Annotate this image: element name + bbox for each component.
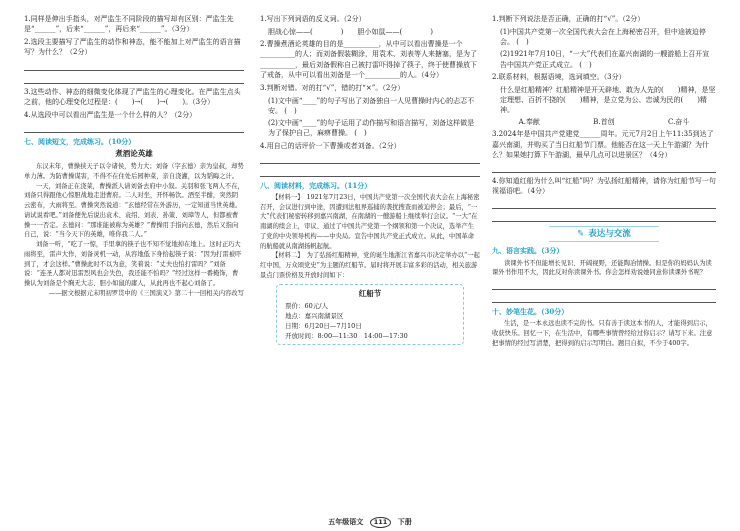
question-1: 1.写出下列词语的反义词。（2分） (260, 15, 366, 23)
question-2: 2.联系材料，根据语境，选词填空。（3分） (492, 72, 626, 81)
judge-item-1[interactable]: (1)中国共产党第一次全国代表大会在上海秘密召开，但中途被迫停会。 ( ) (500, 28, 706, 47)
question-3: 3.判断对错。对的打“√”，错的打“×”。（2分） (260, 83, 405, 92)
column-middle (260, 14, 480, 517)
options-row (492, 117, 716, 127)
ticket-card (276, 284, 464, 346)
option-c[interactable]: C.奋斗 (667, 118, 690, 127)
question-2: 2.曹操煮酒论英雄的目的是__________，从中可以看出曹操是一个__________的人；而刘备假装糊涂，用袁术、刘表等人来搪塞，是为了__________，最后刘备假称自己被打雷吓得掉了筷子，终于使曹操放下了戒备，从中可以看出刘备是一个__________的人。（4分） (260, 40, 477, 79)
section-7-heading: 七、阅读短文，完成练习。（10分） (24, 136, 136, 146)
footer-volume: 下册 (397, 517, 412, 526)
question-4: 4.从选段中可以看出严监生是一个什么样的人？（2分） (24, 110, 197, 119)
material-2: 【材料二】 为了弘扬红船精神，党的诞生地浙江省嘉兴市决定举办以“一起红中国，万众颂党史”为主题的红船节。届时将开展丰富多彩的活动，相关旅游景点门票价格及开放时间如下： (260, 252, 480, 279)
answer-line[interactable] (24, 61, 244, 71)
antonym-words[interactable]: 胆战心惊——( ) 胆小如鼠——( ) (268, 28, 433, 37)
fill-blank-text: 什么是红船精神？红船精神是开天辟地、敢为人先的( )精神，是坚定理想、百折不挠的( )精神，是立党为公、忠诚为民的( )精神。 (500, 85, 716, 115)
option-a[interactable]: A.奉献 (518, 118, 540, 127)
answer-line[interactable] (260, 154, 480, 164)
passage-source: ——据文根据元末明初罗贯中的《三国演义》第二十一回相关内容改写 (48, 289, 244, 297)
page-footer (0, 517, 740, 528)
section-9-heading: 九、语言实践。（3分） (492, 246, 564, 256)
ticket-time: 开放时间：8:00—11:30 14:00—17:30 (285, 332, 408, 341)
question-4: 4.用自己的话评价一下曹操或者刘备。（2分） (260, 141, 401, 150)
answer-line[interactable] (24, 74, 244, 84)
passage-title: 煮酒论英雄 (115, 149, 153, 159)
option-b[interactable]: B.首创 (593, 118, 615, 127)
answer-line[interactable] (260, 167, 480, 177)
question-2: 2.选段主要描写了严监生的动作和神态，能不能加上对严监生的语言描写？为什么？（2分） (24, 38, 241, 57)
section-banner: ✎ 表达与交流 (549, 226, 659, 242)
answer-line[interactable] (24, 123, 244, 133)
question-3: 3.2024年是中国共产党建党______周年。元元7月2日上午11:35到达了嘉兴南湖，并购买了当日红船节门票。他能否在这一天上午游湖？为什么？如果她打算下午游湖，最早几点可以进景区？（4分） (492, 130, 714, 159)
ticket-place: 地点：嘉兴南湖景区 (285, 312, 344, 321)
answer-line[interactable] (492, 212, 716, 222)
answer-line[interactable] (492, 199, 716, 209)
passage-paragraph: 东汉末年，曹操挟天子以令诸侯，势力大；刘备（字玄德）亲为皇叔，却势单力薄。为防曹操谋害，不得不在住处后园种菜，亲自浇灌，以为韬晦之计。 (24, 163, 244, 180)
answer-line[interactable] (492, 293, 716, 303)
judge-item-2[interactable]: (2)1921年7月10日，“一大”代表们在嘉兴南湖的一艘游船上召开宣告中国共产党正式成立。 ( ) (500, 50, 710, 69)
question-9: 读课外书不但能增长见识、开阔视野，还能陶冶情操。但是你的妈妈认为读课外书作用不大，因此反对你读课外书。你会怎样劝说她同意你读课外书呢？ (492, 259, 712, 277)
column-right (492, 14, 716, 517)
passage-paragraph: 刘备一听，“吃了一惊，手里拿的筷子也不知不觉地掉在地上。这时正巧大雨将至，雷声大作，刘备灵机一动，从容地低下身拾起筷子说：“因为打雷被吓到了，才会这样。”曹操此时不以为意，笑着说：“丈夫也怕打雷吗？”刘备说：“连圣人都对迅雷烈风也会失色，我还能不怕吗？”经过这样一番掩饰，曹操认为刘备是个胸无大志、胆小如鼠的庸人，从此再也不起心刘备了。 (24, 241, 242, 287)
section-10-heading: 十、妙笔生花。（30分） (492, 307, 569, 317)
passage-paragraph: 一天，刘备正在浇菜，曹操派人请刘备去府中小叙。关羽和张飞两人不在，刘备只得跟他心惊胆战地走进曹府。二人对坐，开怀畅饮。酒至半酣，突然阴云密布，大雨将至。曹操突然说道：“玄德经常在外游历，一定知道当世英雄。请试说看吧。”刘备便先后说出袁术、袁绍、刘表、孙策、刘璋等人，但都被曹操一一否定。玄德问：“那谁能被称为英雄？”曹操用手指向玄德，然后又指向自己，说：“当今天下的英雄，唯你我二人。” (24, 182, 244, 239)
judge-item-1[interactable]: (1)文中画“____”的句子写出了刘备独自一人见曹操时内心的忐忑不安。 ( ) (268, 96, 475, 116)
pencil-icon: ✎ (577, 229, 585, 240)
page-number: 111 (370, 517, 392, 528)
answer-line[interactable] (492, 280, 716, 290)
ticket-date: 日期：6月20日—7月10日 (285, 322, 362, 331)
column-left (24, 14, 244, 517)
question-3: 3.这些动作、神态的细微变化体现了严监生的心理变化。在严监生点头之前，他的心理变化过程是：( )→( )→( )。（3分） (24, 87, 241, 106)
material-1: 【材料一】 1921年7月23日，中国共产党第一次全国代表大会在上海秘密召开，会议进行到中途，因遭到法租界巡捕的袭扰搜查而被迫停会；最后，“一大”代表们秘密转移到嘉兴南湖，在南湖的一艘游船上继续举行会议。“一大”在南湖的续会上，审议、通过了中国共产党第一个纲领和第一个决议，选举产生了党的中央领导机构——中央局。宣告中国共产党正式成立。从此，中国革命的航船就从南湖扬帆起航。 (260, 193, 480, 250)
question-4: 4.你知道红船为什么叫“红船”吗？为弘扬红船精神，请你为红船节写一句视福语吧。（4分） (492, 176, 716, 195)
answer-line[interactable] (492, 163, 716, 173)
ticket-title: 红船节 (358, 288, 382, 298)
footer-grade: 五年级语文 (328, 517, 364, 526)
ticket-price: 票价：60元/人 (285, 302, 328, 311)
question-1: 1.同样是伸出手指头，对严监生不同阶段的描写却有区别：严监生先是“______”，后来“______”，再后来“______”。（3分） (24, 15, 234, 34)
question-1: 1.判断下列说法是否正确，正确的打“√”。（2分） (492, 15, 645, 23)
section-8-heading: 八、阅读材料，完成练习。（11分） (260, 180, 372, 190)
question-10: 生活，是一本永远也读不完的书。只有善于读这本书的人，才能得到启示，收获快乐。回忆一下，在生活中，有哪些事情曾经给过你启示？请写下来。注意把事情的经过写清楚，把得到的启示写明白。题目自拟，不少于400字。 (492, 320, 713, 347)
judge-item-2[interactable]: (2)文中画“____”的句子运用了动作描写和语言描写，刘备这样做是为了保护自己，麻痹曹操。 ( ) (268, 119, 475, 138)
